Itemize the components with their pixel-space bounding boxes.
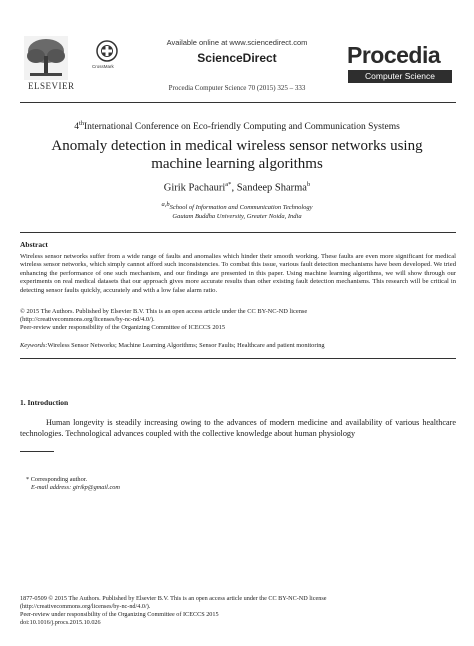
affiliation-line-1: School of Information and Communication Technology <box>169 204 313 212</box>
keywords <box>20 342 456 349</box>
footnote <box>26 476 120 492</box>
procedia-wordmark: Procedia <box>347 42 441 68</box>
author-2: Sandeep Sharma <box>236 182 307 194</box>
footnote-rule <box>20 451 54 452</box>
conference-name: International Conference on Eco-friendly Computing and Communication Systems <box>84 122 400 133</box>
sciencedirect-logo: ScienceDirect <box>197 51 277 65</box>
affiliation-line-2: Gautam Buddha University, Greater Noida, India <box>172 213 302 221</box>
conference-line <box>0 120 474 132</box>
title-line-2: machine learning algorithms <box>151 156 323 172</box>
header-rule <box>20 102 456 103</box>
abstract-heading: Abstract <box>20 240 48 249</box>
abstract-top-rule <box>20 232 456 233</box>
title-line-1: Anomaly detection in medical wireless sensor networks using <box>51 138 423 154</box>
author-separator: , <box>231 182 237 194</box>
introduction-text: Human longevity is steadily increasing owing to the advances of modern medicine and availability of various healthcare technologies. Technological advances coupled with the collective knowledge about human physiology <box>20 418 456 438</box>
license-block <box>20 308 456 332</box>
author-1: Girik Pachauri <box>163 182 226 194</box>
affiliation <box>0 200 474 221</box>
paper-title <box>0 137 474 173</box>
page-footer <box>20 595 460 627</box>
footer-license-link[interactable]: (http://creativecommons.org/licenses/by-nc-nd/4.0/). <box>20 602 151 610</box>
conference-ordinal: 4 <box>74 122 79 133</box>
available-online-text: Available online at www.sciencedirect.com <box>166 38 308 47</box>
elsevier-wordmark: ELSEVIER <box>28 81 75 91</box>
author-2-sup: b <box>306 181 311 188</box>
footer-line-1: 1877-0509 © 2015 The Authors. Published by Elsevier B.V. This is an open access article under the CC BY-NC-ND license <box>20 595 327 602</box>
footnote-email: E-mail address: girikp@gmail.com <box>31 484 120 491</box>
keywords-label: Keywords: <box>20 342 48 349</box>
footer-line-3: Peer-review under responsibility of the Organizing Committee of ICECCS 2015 <box>20 610 219 618</box>
author-1-sup: a* <box>225 181 232 188</box>
journal-citation: Procedia Computer Science 70 (2015) 325 – 333 <box>168 84 306 92</box>
footer-doi[interactable]: doi:10.1016/j.procs.2015.10.026 <box>20 618 101 626</box>
procedia-subtitle: Computer Science <box>365 71 435 81</box>
crossmark-label: CrossMark <box>92 64 114 69</box>
footnote-corresponding: * Corresponding author. <box>26 476 88 483</box>
license-line-3: Peer-review under responsibility of the Organizing Committee of ICECCS 2015 <box>20 324 226 331</box>
license-link[interactable]: (http://creativecommons.org/licenses/by-nc-nd/4.0/). <box>20 316 155 323</box>
abstract-text: Wireless sensor networks suffer from a wide range of faults and anomalies which hinder their smooth working. These faults are even more significant for medical wireless sensor networks, which simply cannot afford such inconsistencies. To combat this issue, various fault detection mechanisms have been developed. We tried enhancing the performance of one such mechanism, and our findings are presented in this paper. Using machine learning algorithms, we will show through our experiments on real medical datasets that our approach gives more accurate results than other existing fault detection mechanisms. This research will be critical in detecting sensor faults quickly, accurately and with a low false alarm ratio. <box>20 253 456 294</box>
conference-ordinal-suffix: th <box>78 120 84 127</box>
license-line-1: © 2015 The Authors. Published by Elsevier B.V. This is an open access article under the CC BY-NC-ND license <box>20 308 308 315</box>
keywords-text: Wireless Sensor Networks; Machine Learning Algorithms; Sensor Faults; Healthcare and patient monitoring <box>47 342 325 349</box>
section-heading-introduction: 1. Introduction <box>20 398 69 407</box>
affiliation-sup: a,b <box>161 201 170 208</box>
abstract-bottom-rule <box>20 358 456 359</box>
author-list <box>0 181 474 194</box>
